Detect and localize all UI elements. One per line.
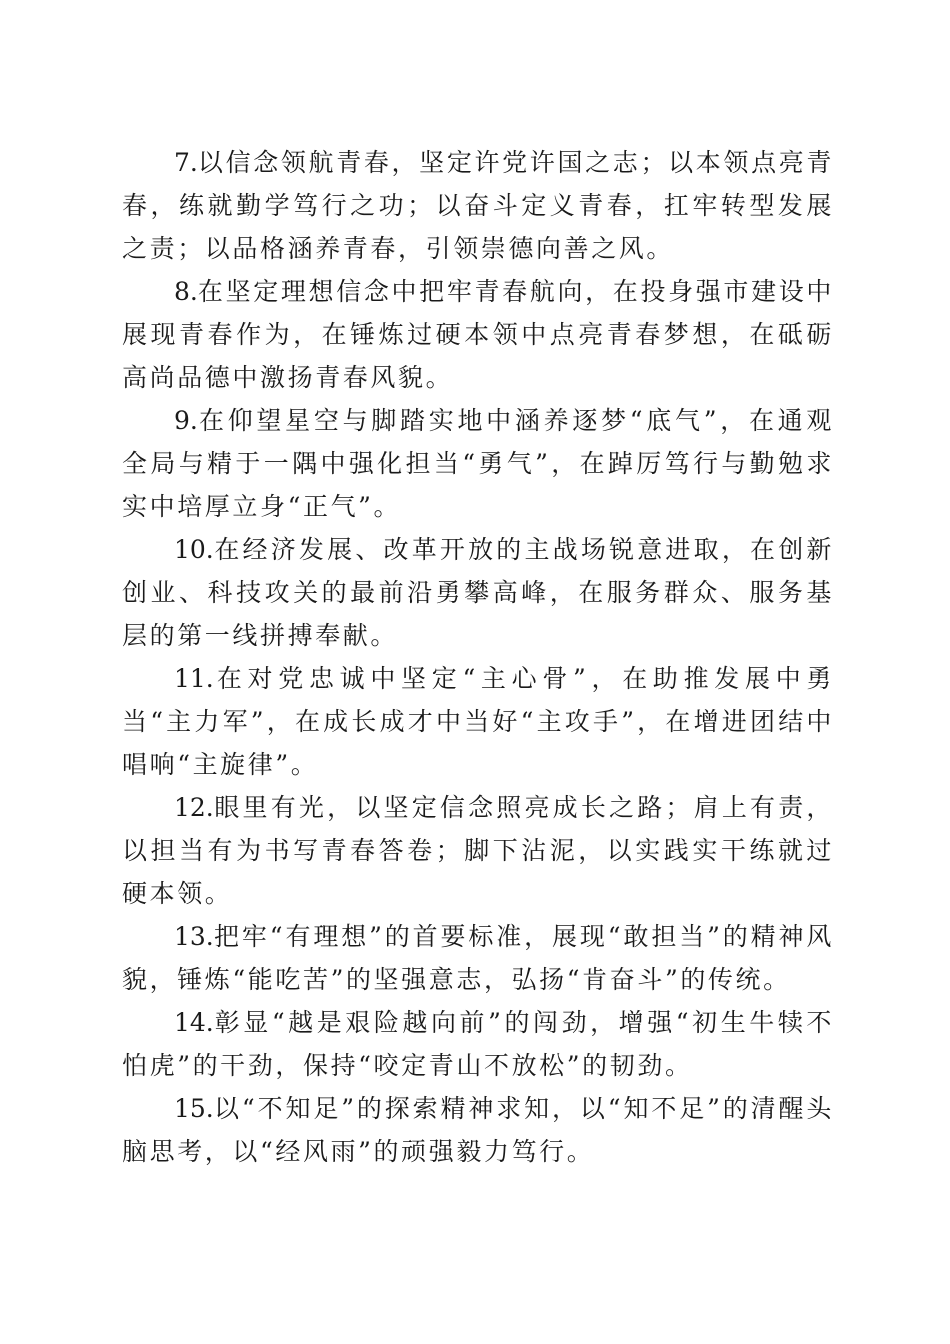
paragraph-text: 在对党忠诚中坚定“主心骨”，在助推发展中勇当“主力军”，在成长成才中当好“主攻手”，在增进团结中唱响“主旋律”。 — [122, 664, 834, 779]
paragraph-text: 把牢“有理想”的首要标准，展现“敢担当”的精神风貌，锤炼“能吃苦”的坚强意志，弘扬“肯奋斗”的传统。 — [122, 922, 834, 994]
paragraph-number: 8. — [174, 277, 198, 306]
paragraph-14 — [122, 1001, 834, 1087]
paragraph-number: 14. — [174, 1008, 214, 1037]
paragraph-9 — [122, 399, 834, 528]
paragraph-7 — [122, 141, 834, 270]
paragraph-text: 以信念领航青春，坚定许党许国之志；以本领点亮青春，练就勤学笃行之功；以奋斗定义青春，扛牢转型发展之责；以品格涵养青春，引领崇德向善之风。 — [122, 148, 834, 263]
paragraph-number: 15. — [174, 1094, 214, 1123]
paragraph-number: 10. — [174, 535, 214, 564]
document-body — [122, 141, 834, 1173]
paragraph-text: 以“不知足”的探索精神求知，以“知不足”的清醒头脑思考，以“经风雨”的顽强毅力笃行。 — [122, 1094, 834, 1166]
paragraph-12 — [122, 786, 834, 915]
paragraph-text: 在经济发展、改革开放的主战场锐意进取，在创新创业、科技攻关的最前沿勇攀高峰，在服务群众、服务基层的第一线拼搏奉献。 — [122, 535, 834, 650]
paragraph-10 — [122, 528, 834, 657]
paragraph-text: 在仰望星空与脚踏实地中涵养逐梦“底气”，在通观全局与精于一隅中强化担当“勇气”，在踔厉笃行与勤勉求实中培厚立身“正气”。 — [122, 406, 834, 521]
paragraph-number: 7. — [174, 148, 198, 177]
paragraph-13 — [122, 915, 834, 1001]
paragraph-number: 9. — [174, 406, 198, 435]
paragraph-number: 11. — [174, 664, 214, 693]
paragraph-text: 在坚定理想信念中把牢青春航向，在投身强市建设中展现青春作为，在锤炼过硬本领中点亮青春梦想，在砥砺高尚品德中激扬青春风貌。 — [122, 277, 834, 392]
paragraph-text: 眼里有光，以坚定信念照亮成长之路；肩上有责，以担当有为书写青春答卷；脚下沾泥，以实践实干练就过硬本领。 — [122, 793, 834, 908]
paragraph-15 — [122, 1087, 834, 1173]
paragraph-11 — [122, 657, 834, 786]
paragraph-text: 彰显“越是艰险越向前”的闯劲，增强“初生牛犊不怕虎”的干劲，保持“咬定青山不放松”的韧劲。 — [122, 1008, 834, 1080]
paragraph-8 — [122, 270, 834, 399]
paragraph-number: 13. — [174, 922, 214, 951]
paragraph-number: 12. — [174, 793, 214, 822]
